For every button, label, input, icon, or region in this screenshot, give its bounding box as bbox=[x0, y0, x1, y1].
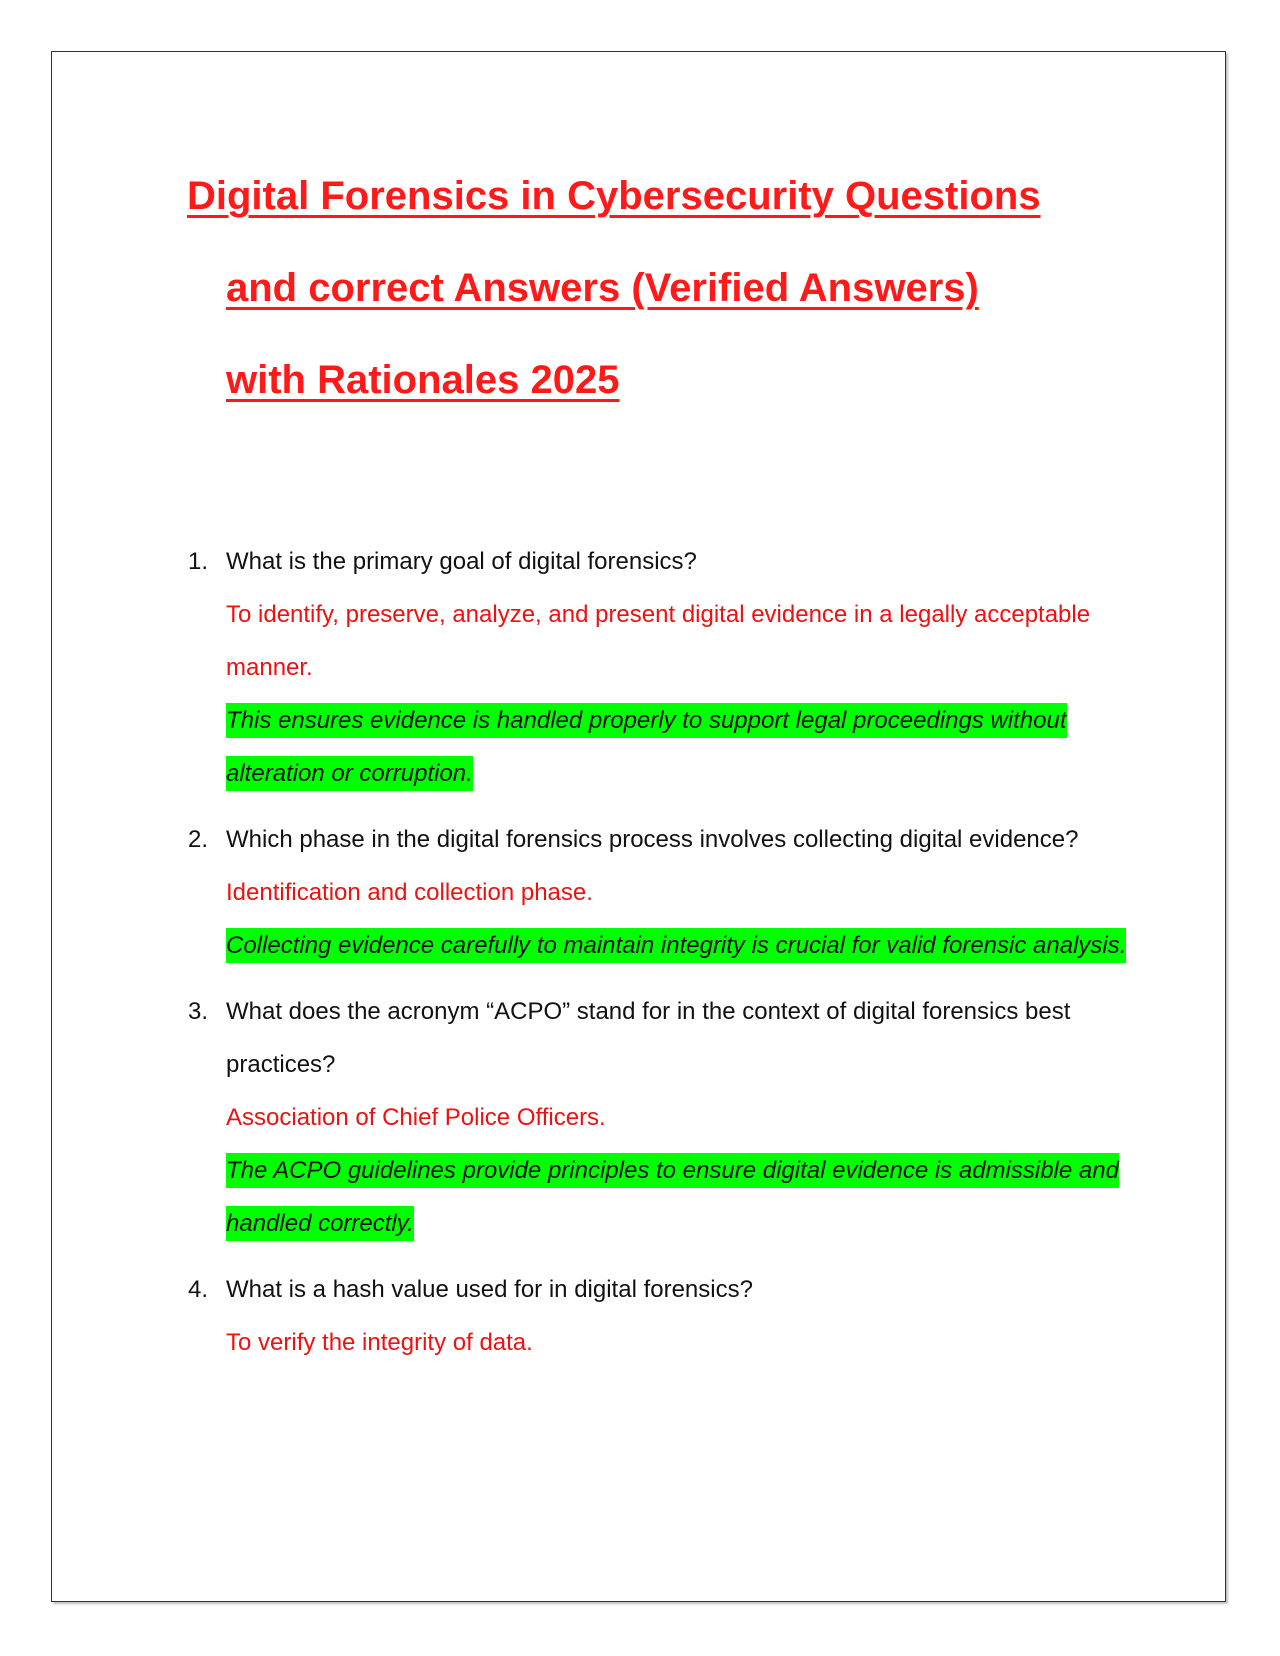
rationale bbox=[226, 694, 1148, 800]
rationale bbox=[226, 919, 1148, 972]
rationale-text: Collecting evidence carefully to maintain integrity is crucial for valid forensic analysis. bbox=[226, 928, 1126, 963]
question-item-2 bbox=[188, 813, 1148, 972]
title-line-3: with Rationales 2025 bbox=[226, 358, 620, 402]
question-item-4 bbox=[188, 1263, 1148, 1369]
question-item-1 bbox=[188, 535, 1148, 800]
question-number: 1. bbox=[188, 548, 209, 575]
document-title bbox=[187, 150, 1147, 426]
question-text: What is the primary goal of digital forensics? bbox=[226, 548, 697, 575]
answer-text: Association of Chief Police Officers. bbox=[226, 1104, 606, 1131]
question-text: What does the acronym “ACPO” stand for in the context of digital forensics best practices? bbox=[226, 998, 1071, 1078]
question-number: 4. bbox=[188, 1276, 209, 1303]
answer-text: Identification and collection phase. bbox=[226, 879, 593, 906]
question-number: 3. bbox=[188, 998, 209, 1025]
title-line-2: and correct Answers (Verified Answers) bbox=[226, 266, 979, 310]
question-number: 2. bbox=[188, 826, 209, 853]
rationale-text: The ACPO guidelines provide principles to ensure digital evidence is admissible and handled correctly. bbox=[226, 1153, 1119, 1241]
question-text: What is a hash value used for in digital forensics? bbox=[226, 1276, 753, 1303]
rationale bbox=[226, 1144, 1148, 1250]
answer-text: To verify the integrity of data. bbox=[226, 1329, 533, 1356]
rationale-text: This ensures evidence is handled properly to support legal proceedings without alteration or corruption. bbox=[226, 703, 1067, 791]
question-item-3 bbox=[188, 985, 1148, 1250]
answer-text: To identify, preserve, analyze, and present digital evidence in a legally acceptable manner. bbox=[226, 601, 1091, 681]
question-list bbox=[188, 535, 1148, 1382]
question-text: Which phase in the digital forensics process involves collecting digital evidence? bbox=[226, 826, 1079, 853]
title-line-1: Digital Forensics in Cybersecurity Questions bbox=[187, 174, 1041, 218]
